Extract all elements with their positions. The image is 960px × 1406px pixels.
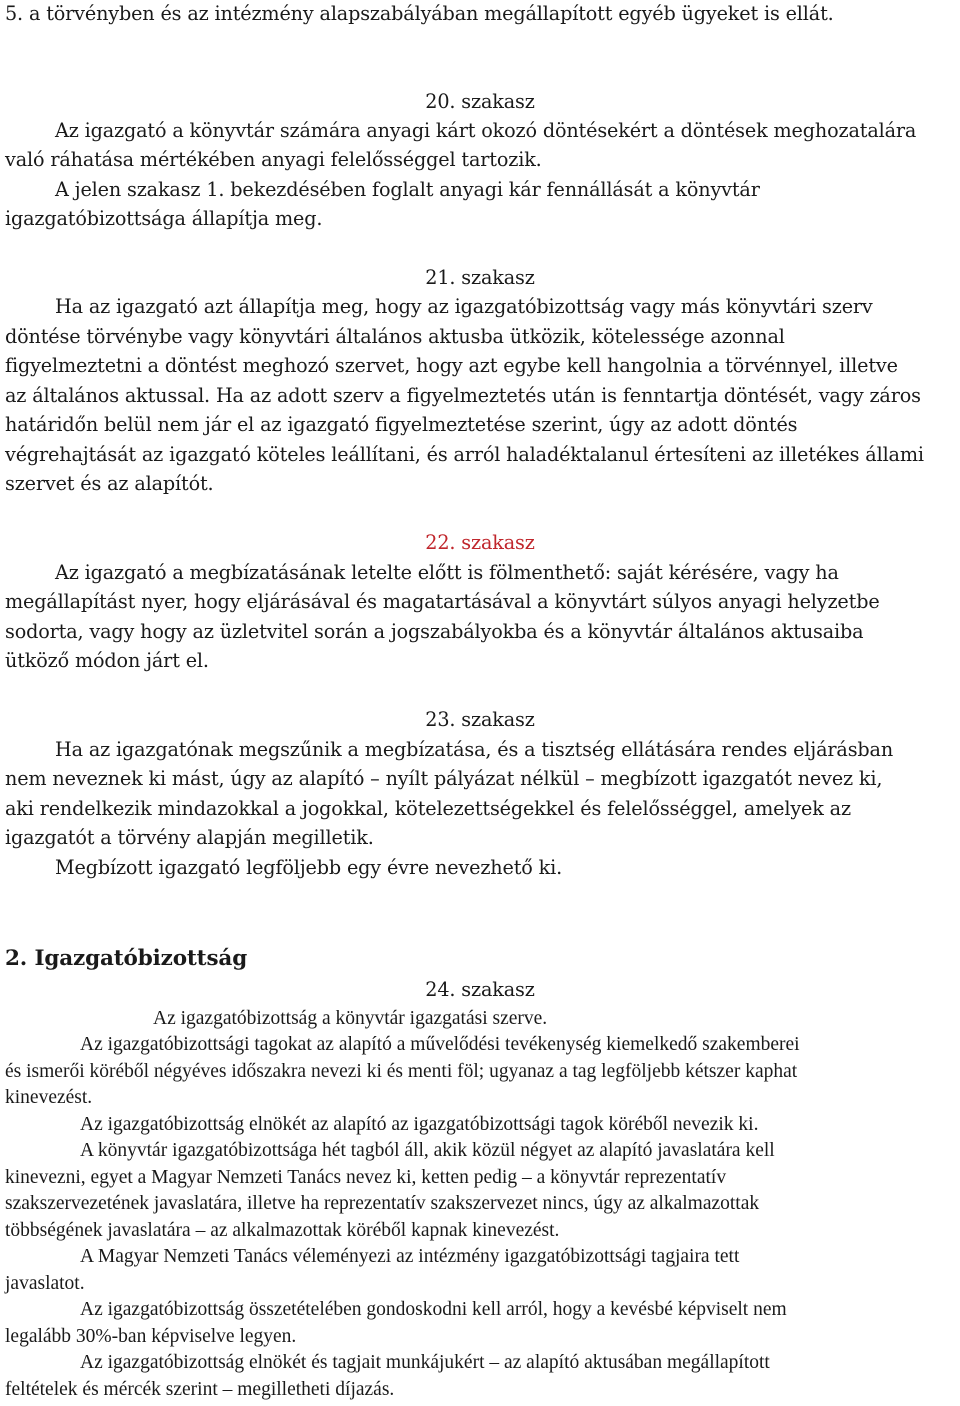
section-21-title: 21. szakasz: [425, 266, 535, 289]
paragraph-line: feltételek és mércék szerint – megilletheti díjazás.: [5, 1379, 395, 1400]
paragraph-line: javaslatot.: [5, 1273, 85, 1294]
paragraph-line: szervet és az alapítót.: [5, 472, 214, 495]
paragraph-line: Az igazgatóbizottsági tagokat az alapító a művelődési tevékenység kiemelkedő szakemberei: [80, 1034, 800, 1055]
paragraph-line: végrehajtását az igazgató köteles leállítani, és arról haladéktalanul értesíteni az illetékes állami: [5, 443, 924, 466]
section-23-title: 23. szakasz: [425, 708, 535, 731]
paragraph-line: A könyvtár igazgatóbizottsága hét tagból áll, akik közül négyet az alapító javaslatára kell: [80, 1140, 775, 1161]
paragraph-line: való ráhatása mértékében anyagi felelősséggel tartozik.: [5, 148, 542, 171]
paragraph-line: figyelmeztetni a döntést meghozó szervet, hogy azt egybe kell hangolnia a törvénnyel, illetve: [5, 354, 898, 377]
paragraph-line: kinevezést.: [5, 1087, 93, 1108]
section-24-title: 24. szakasz: [425, 978, 535, 1001]
paragraph-line: és ismerői köréből négyéves időszakra nevezi ki és menti föl; ugyanaz a tag legföljebb kétszer kaphat: [5, 1061, 798, 1082]
paragraph-line: ütköző módon járt el.: [5, 649, 209, 672]
section-20-title: 20. szakasz: [425, 90, 535, 113]
paragraph-line: nem neveznek ki mást, úgy az alapító – nyílt pályázat nélkül – megbízott igazgatót nevez ki,: [5, 767, 883, 790]
paragraph-line: határidőn belül nem jár el az igazgató figyelmeztetése szerint, úgy az adott döntés: [5, 413, 798, 436]
paragraph-line: Az igazgató a megbízatásának letelte előtt is fölmenthető: saját kérésére, vagy ha: [55, 561, 839, 584]
paragraph-line: Megbízott igazgató legföljebb egy évre nevezhető ki.: [55, 856, 563, 879]
paragraph-line: Az igazgatóbizottság a könyvtár igazgatási szerve.: [153, 1008, 548, 1029]
paragraph-line: az általános aktussal. Ha az adott szerv a figyelmeztetés után is fenntartja döntését, vagy záros: [5, 384, 921, 407]
chapter-heading: 2. Igazgatóbizottság: [5, 946, 248, 971]
paragraph-line: aki rendelkezik mindazokkal a jogokkal, kötelezettségekkel és felelősséggel, amelyek az: [5, 797, 851, 820]
paragraph-line: A jelen szakasz 1. bekezdésében foglalt anyagi kár fennállását a könyvtár: [55, 178, 760, 201]
paragraph-line: A Magyar Nemzeti Tanács véleményezi az intézmény igazgatóbizottsági tagjaira tett: [80, 1246, 740, 1267]
paragraph-line: Az igazgató a könyvtár számára anyagi kárt okozó döntésekért a döntések meghozatalára: [55, 119, 917, 142]
paragraph-line: igazgatót a törvény alapján megilletik.: [5, 826, 374, 849]
paragraph-line: döntése törvénybe vagy könyvtári általános aktusba ütközik, kötelessége azonnal: [5, 325, 785, 348]
paragraph-line: Az igazgatóbizottság összetételében gondoskodni kell arról, hogy a kevésbé képviselt nem: [80, 1299, 787, 1320]
paragraph-line: szakszervezetének javaslatára, illetve ha reprezentatív szakszervezet nincs, úgy az alkalmazottak: [5, 1193, 760, 1214]
paragraph-line: többségének javaslatára – az alkalmazottak köréből kapnak kinevezést.: [5, 1220, 560, 1241]
paragraph-line: legalább 30%-ban képviselve legyen.: [5, 1326, 297, 1347]
paragraph-line: Az igazgatóbizottság elnökét és tagjait munkájukért – az alapító aktusában megállapított: [80, 1352, 770, 1373]
paragraph-line: Az igazgatóbizottság elnökét az alapító az igazgatóbizottsági tagok köréből nevezik ki.: [80, 1114, 759, 1135]
paragraph-line: kinevezni, egyet a Magyar Nemzeti Tanács nevez ki, ketten pedig – a könyvtár reprezentatív: [5, 1167, 727, 1188]
paragraph-line: Ha az igazgató azt állapítja meg, hogy az igazgatóbizottság vagy más könyvtári szerv: [55, 295, 873, 318]
list-item-5: 5. a törvényben és az intézmény alapszabályában megállapított egyéb ügyeket is ellát.: [5, 2, 834, 25]
paragraph-line: igazgatóbizottsága állapítja meg.: [5, 207, 323, 230]
section-22-title: 22. szakasz: [425, 531, 535, 554]
paragraph-line: Ha az igazgatónak megszűnik a megbízatása, és a tisztség ellátására rendes eljárásban: [55, 738, 894, 761]
paragraph-line: megállapítást nyer, hogy eljárásával és magatartásával a könyvtárt súlyos anyagi helyzetbe: [5, 590, 880, 613]
paragraph-line: sodorta, vagy hogy az üzletvitel során a jogszabályokba és a könyvtár általános aktusaiba: [5, 620, 864, 643]
